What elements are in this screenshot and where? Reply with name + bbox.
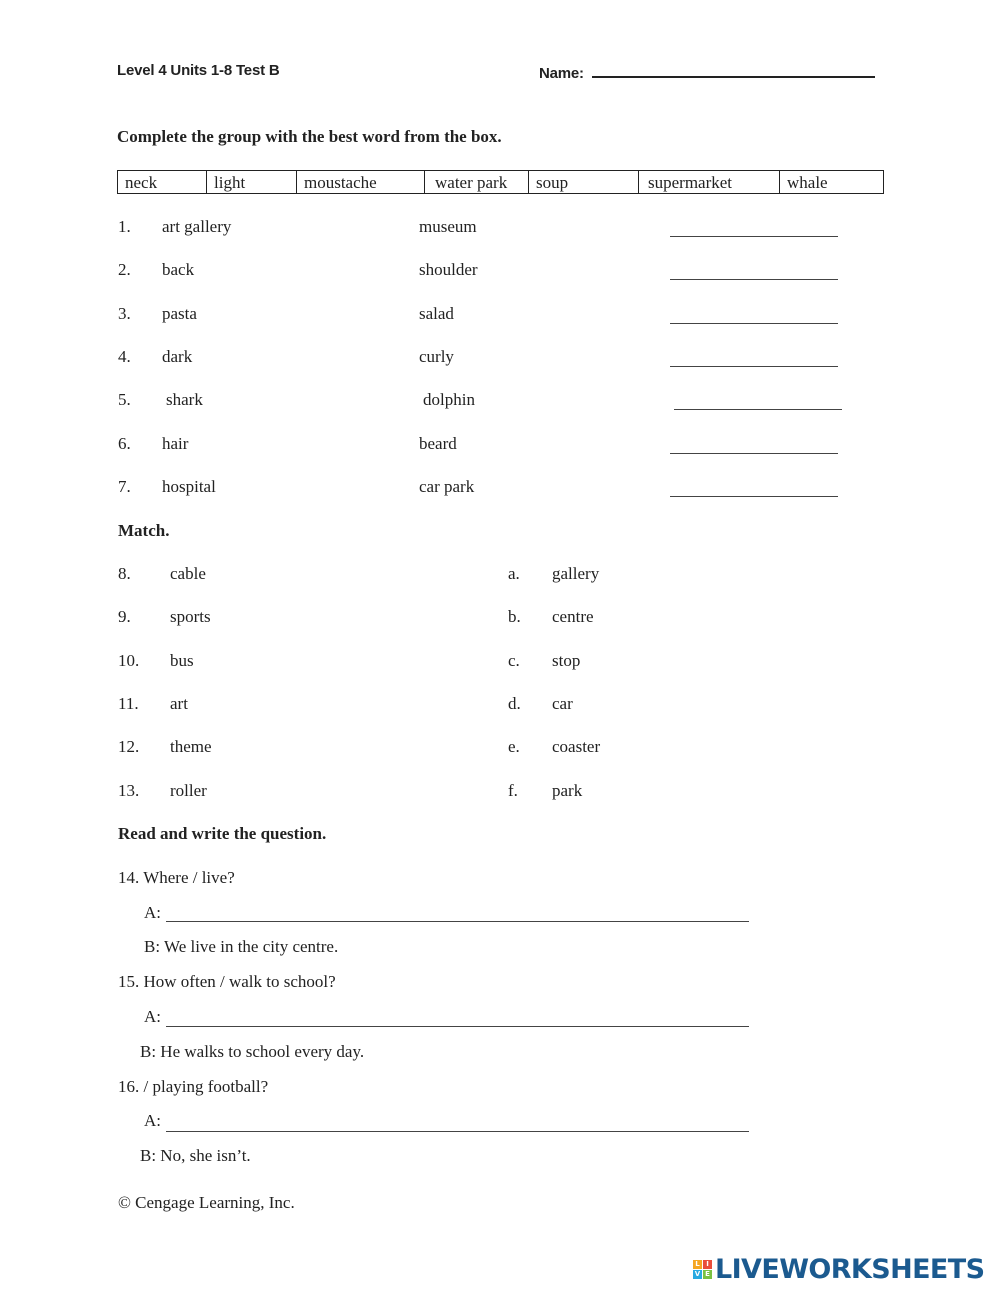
question-prompt: 16. / playing football? — [118, 1077, 269, 1096]
test-title: Level 4 Units 1-8 Test B — [117, 62, 280, 79]
item-number: 9. — [118, 607, 131, 626]
section1-instruction: Complete the group with the best word from the box. — [117, 127, 502, 146]
answer-label: A: — [144, 1007, 161, 1026]
group-word-b: beard — [419, 434, 457, 453]
question-answer-blank[interactable] — [166, 1131, 749, 1132]
match-word[interactable]: cable — [170, 564, 206, 583]
group-word-b: curly — [419, 347, 454, 366]
group-word-a: hospital — [162, 477, 216, 496]
item-number: 2. — [118, 260, 131, 279]
group-word-b: car park — [419, 477, 475, 496]
item-number: 4. — [118, 347, 131, 366]
liveworksheets-icon — [693, 1260, 712, 1279]
word-box-cell: neck — [118, 171, 207, 193]
group-word-b: dolphin — [423, 390, 475, 409]
match-word[interactable]: sports — [170, 607, 211, 626]
answer-blank[interactable] — [670, 496, 838, 497]
word-box-cell: light — [207, 171, 297, 193]
answer-blank[interactable] — [674, 409, 842, 410]
answer-b-text: B: He walks to school every day. — [140, 1042, 365, 1061]
logo-square-e: E — [703, 1270, 712, 1279]
answer-label: A: — [144, 1111, 161, 1130]
answer-blank[interactable] — [670, 453, 838, 454]
match-option[interactable]: park — [552, 781, 583, 800]
group-word-a: pasta — [162, 304, 197, 323]
name-label: Name: — [539, 65, 584, 82]
item-number: 12. — [118, 737, 140, 756]
group-word-a: hair — [162, 434, 189, 453]
group-word-a: shark — [166, 390, 203, 409]
match-option[interactable]: centre — [552, 607, 594, 626]
section2-instruction: Match. — [118, 521, 170, 540]
item-number: 8. — [118, 564, 131, 583]
logo-square-i: I — [703, 1260, 712, 1269]
match-option[interactable]: coaster — [552, 737, 601, 756]
group-word-b: shoulder — [419, 260, 478, 279]
item-number: 3. — [118, 304, 131, 323]
match-letter: c. — [508, 651, 520, 670]
name-blank[interactable] — [592, 62, 875, 78]
copyright: © Cengage Learning, Inc. — [118, 1193, 295, 1212]
match-option[interactable]: gallery — [552, 564, 600, 583]
word-box-cell: supermarket — [639, 171, 780, 193]
logo-square-v: V — [694, 1270, 701, 1278]
match-letter: b. — [508, 607, 521, 626]
answer-blank[interactable] — [670, 323, 838, 324]
group-word-a: dark — [162, 347, 193, 366]
answer-b-text: B: We live in the city centre. — [144, 937, 339, 956]
match-letter: a. — [508, 564, 520, 583]
logo-square-l: L — [693, 1260, 702, 1269]
item-number: 13. — [118, 781, 140, 800]
word-box — [117, 170, 884, 194]
item-number: 6. — [118, 434, 131, 453]
question-answer-blank[interactable] — [166, 1026, 749, 1027]
name-field[interactable] — [539, 62, 875, 82]
word-box-cell: moustache — [297, 171, 425, 193]
answer-blank[interactable] — [670, 236, 838, 237]
match-letter: d. — [508, 694, 521, 713]
logo-text: LIVEWORKSHEETS — [715, 1254, 985, 1285]
group-word-a: back — [162, 260, 195, 279]
match-word[interactable]: theme — [170, 737, 212, 756]
question-answer-blank[interactable] — [166, 921, 749, 922]
group-word-b: museum — [419, 217, 477, 236]
answer-b-text: B: No, she isn’t. — [140, 1146, 251, 1165]
item-number: 11. — [118, 694, 139, 713]
match-word[interactable]: art — [170, 694, 188, 713]
match-option[interactable]: car — [552, 694, 573, 713]
match-letter: e. — [508, 737, 520, 756]
answer-blank[interactable] — [670, 366, 838, 367]
item-number: 1. — [118, 217, 131, 236]
word-box-cell: soup — [529, 171, 639, 193]
item-number: 5. — [118, 390, 131, 409]
word-box-cell: whale — [787, 173, 828, 192]
match-word[interactable]: bus — [170, 651, 194, 670]
match-option[interactable]: stop — [552, 651, 581, 670]
match-letter: f. — [508, 781, 518, 800]
word-box-cell: water park — [425, 171, 529, 193]
question-prompt: 15. How often / walk to school? — [118, 972, 336, 991]
item-number: 10. — [118, 651, 140, 670]
answer-blank[interactable] — [670, 279, 838, 280]
question-prompt: 14. Where / live? — [118, 868, 235, 887]
answer-label: A: — [144, 903, 161, 922]
item-number: 7. — [118, 477, 131, 496]
group-word-a: art gallery — [162, 217, 232, 236]
section3-instruction: Read and write the question. — [118, 824, 327, 843]
liveworksheets-logo[interactable] — [693, 1254, 984, 1285]
match-word[interactable]: roller — [170, 781, 207, 800]
group-word-b: salad — [419, 304, 454, 323]
